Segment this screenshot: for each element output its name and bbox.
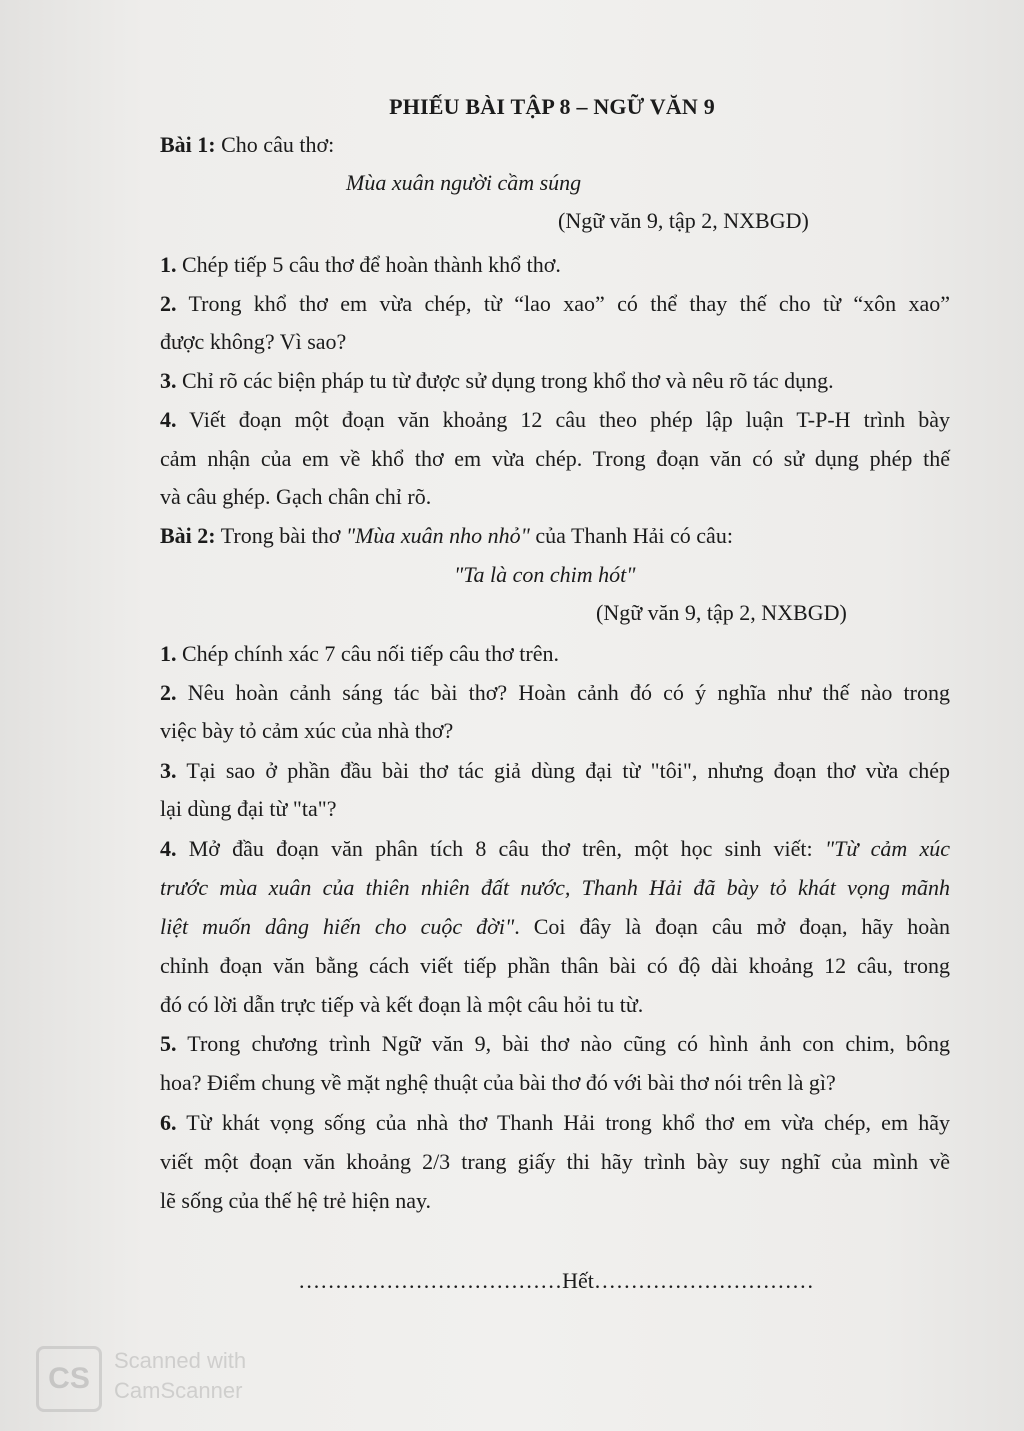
- bai2-question-6-cont-2: lẽ sống của thế hệ trẻ hiện nay.: [160, 1188, 432, 1213]
- bai1-poem-line: Mùa xuân người cầm súng: [346, 170, 582, 195]
- bai2-source: (Ngữ văn 9, tập 2, NXBGD): [596, 600, 847, 625]
- bai1-question-1: 1. Chép tiếp 5 câu thơ để hoàn thành khổ thơ.: [160, 252, 561, 277]
- bai1-heading: [160, 130, 950, 160]
- bai1-label: Bài 1:: [160, 132, 216, 157]
- bai2-question-4-quote: trước mùa xuân của thiên nhiên đất nước, Thanh Hải đã bày tỏ khát vọng mãnh: [160, 875, 950, 900]
- bai2-question-5-cont: hoa? Điểm chung về mặt nghệ thuật của bài thơ đó với bài thơ nói trên là gì?: [160, 1070, 836, 1095]
- bai2-question-4-cont-2: chỉnh đoạn văn bằng cách viết tiếp phần thân bài có độ dài khoảng 12 câu, trong: [160, 953, 950, 978]
- bai2-heading: Bài 2: Trong bài thơ "Mùa xuân nho nhỏ" của Thanh Hải có câu:: [160, 523, 733, 548]
- bai1-question-3: 3. Chỉ rõ các biện pháp tu từ được sử dụng trong khổ thơ và nêu rõ tác dụng.: [160, 368, 834, 393]
- bai2-label: Bài 2:: [160, 523, 216, 548]
- bai2-question-4-cont-1: liệt muốn dâng hiến cho cuộc đời". Coi đây là đoạn câu mở đoạn, hãy hoàn: [160, 914, 950, 939]
- bai2-question-4-cont-3: đó có lời dẫn trực tiếp và kết đoạn là một câu hỏi tu từ.: [160, 992, 644, 1017]
- bai2-question-2-cont: việc bày tỏ cảm xúc của nhà thơ?: [160, 718, 454, 743]
- bai2-question-6: 6. Từ khát vọng sống của nhà thơ Thanh Hải trong khổ thơ em vừa chép, em hãy: [160, 1110, 950, 1135]
- bai2-question-1: 1. Chép chính xác 7 câu nối tiếp câu thơ trên.: [160, 641, 559, 666]
- camscanner-watermark: Scanned with CamScanner: [114, 1348, 247, 1403]
- camscanner-logo-icon: CS: [36, 1346, 102, 1412]
- end-marker: ………………………………Hết…………………………: [298, 1268, 814, 1293]
- bai2-poem-title: "Mùa xuân nho nhỏ": [345, 523, 530, 548]
- bai1-intro: Cho câu thơ:: [215, 132, 335, 157]
- bai2-question-3-cont: lại dùng đại từ "ta"?: [160, 796, 337, 821]
- bai1-question-2-cont: được không? Vì sao?: [160, 329, 347, 354]
- bai2-question-2: 2. Nêu hoàn cảnh sáng tác bài thơ? Hoàn cảnh đó có ý nghĩa như thế nào trong: [160, 680, 950, 705]
- bai2-poem-line: "Ta là con chim hót": [454, 562, 636, 587]
- bai2-question-3: 3. Tại sao ở phần đầu bài thơ tác giả dùng đại từ "tôi", nhưng đoạn thơ vừa chép: [160, 758, 950, 783]
- bai1-question-4-cont-2: và câu ghép. Gạch chân chỉ rõ.: [160, 484, 432, 509]
- bai1-question-4-cont-1: cảm nhận của em về khổ thơ em vừa chép. Trong đoạn văn có sử dụng phép thế: [160, 446, 950, 471]
- bai2-question-4: 4. Mở đầu đoạn văn phân tích 8 câu thơ trên, một học sinh viết: "Từ cảm xúc: [160, 836, 950, 861]
- bai1-question-4: 4. Viết đoạn một đoạn văn khoảng 12 câu theo phép lập luận T-P-H trình bày: [160, 407, 950, 432]
- bai1-source: (Ngữ văn 9, tập 2, NXBGD): [558, 208, 809, 233]
- bai1-question-2: 2. Trong khổ thơ em vừa chép, từ “lao xao” có thể thay thế cho từ “xôn xao”: [160, 291, 950, 316]
- bai2-question-6-cont-1: viết một đoạn văn khoảng 2/3 trang giấy thi hãy trình bày suy nghĩ của mình về: [160, 1149, 950, 1174]
- bai2-question-5: 5. Trong chương trình Ngữ văn 9, bài thơ nào cũng có hình ảnh con chim, bông: [160, 1031, 950, 1056]
- page-title: PHIẾU BÀI TẬP 8 – NGỮ VĂN 9: [389, 94, 715, 119]
